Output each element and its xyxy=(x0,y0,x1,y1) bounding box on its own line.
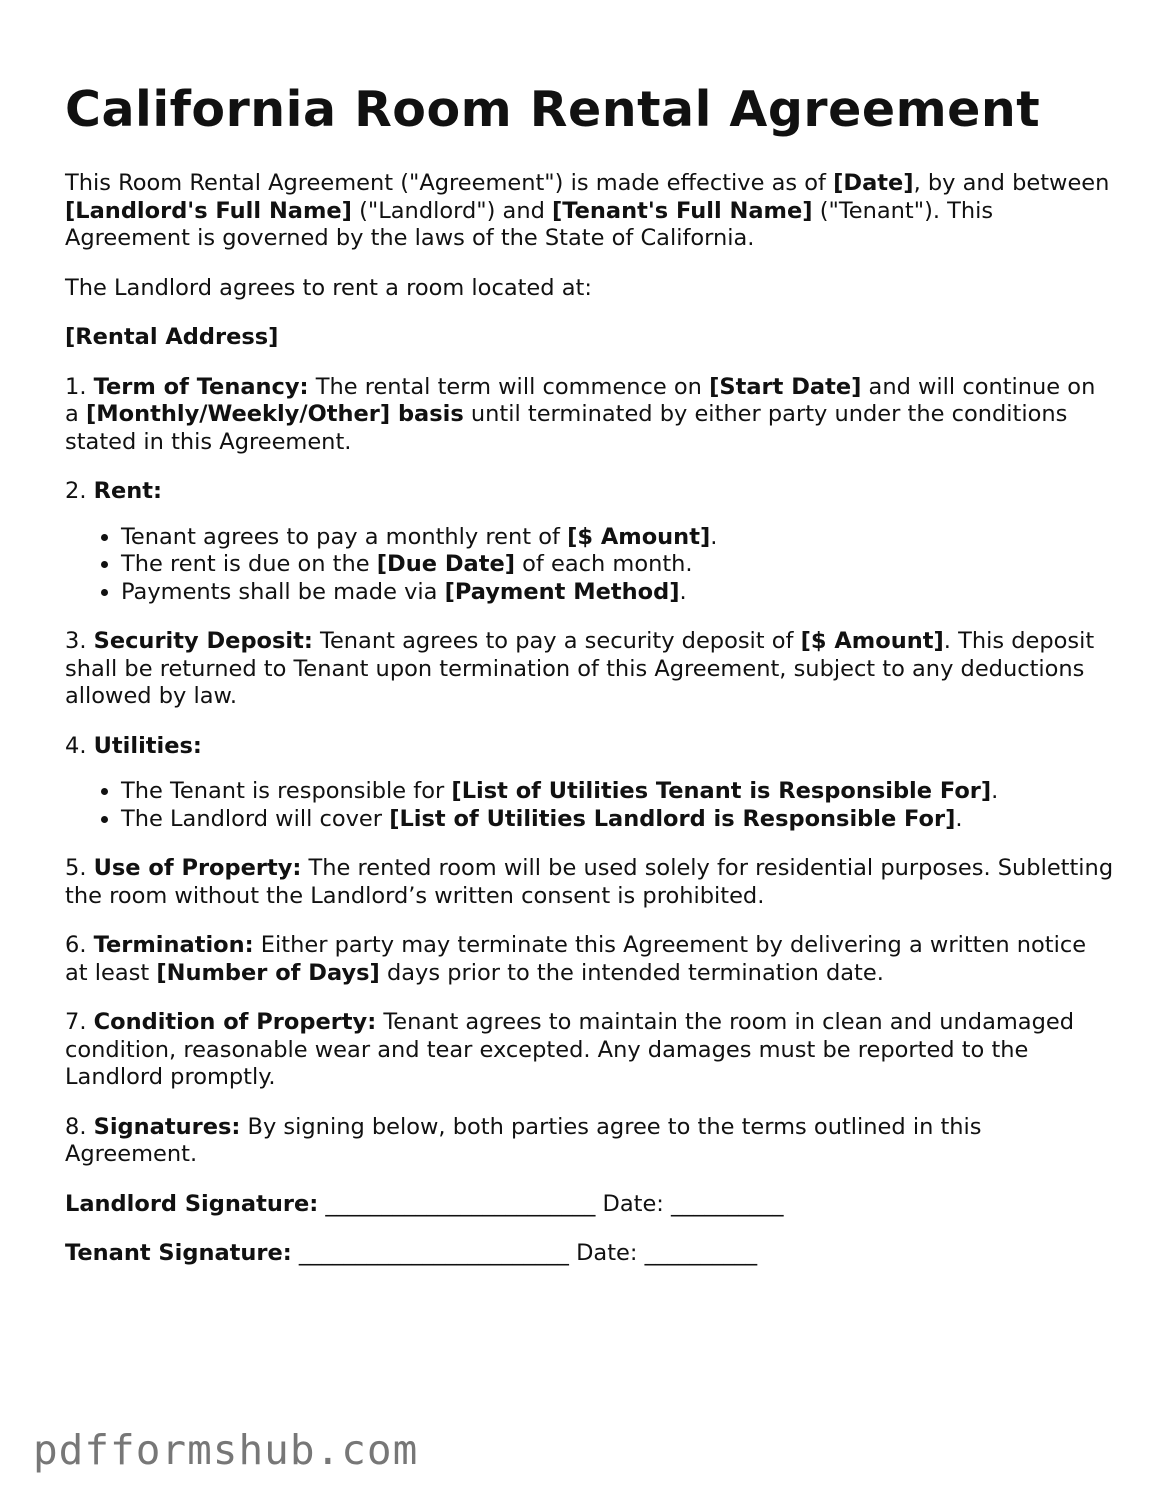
section-heading: Security Deposit: xyxy=(93,628,313,654)
landlord-signature-field[interactable]: ________________________ xyxy=(318,1190,603,1217)
intro-paragraph: This Room Rental Agreement ("Agreement") is made effective as of [Date], by and between [Landlord's Full Name] ("Landlord") and [Tenant's Full Name] ("Tenant"). This Agreement is governed by the laws of the State of California. xyxy=(65,170,1110,251)
section-termination: 6. Termination: Either party may terminate this Agreement by delivering a written notice at least [Number of Days] days prior to the intended termination date. xyxy=(65,932,1087,986)
landlord-signature-label: Landlord Signature: xyxy=(65,1190,319,1217)
rent-list xyxy=(65,524,1115,607)
tenant-date-label: Date: xyxy=(576,1240,645,1266)
tenant-date-field[interactable]: __________ xyxy=(644,1240,758,1266)
rental-address: [Rental Address] xyxy=(65,324,279,350)
tenant-signature-label: Tenant Signature: xyxy=(65,1240,292,1266)
section-security-deposit: 3. Security Deposit: Tenant agrees to pay a security deposit of [$ Amount]. This deposit shall be returned to Tenant upon termination of this Agreement, subject to any deductions allowed by law. xyxy=(65,628,1095,709)
landlord-signature-line xyxy=(65,1191,1115,1219)
date-placeholder: [Date] xyxy=(833,170,914,196)
section-heading: Term of Tenancy: xyxy=(93,373,309,400)
list-item: • The rent is due on the [Due Date] of each month. xyxy=(121,551,1115,579)
section-heading: Termination: xyxy=(93,932,254,958)
section-term-of-tenancy: 1. Term of Tenancy: The rental term will commence on [Start Date] and will continue on a [Monthly/Weekly/Other] basis until terminated by either party under the conditions stated in this Agreement. xyxy=(65,373,1096,455)
watermark: pdfformshub.com xyxy=(33,1426,419,1474)
located-text: The Landlord agrees to rent a room located at: xyxy=(65,274,592,301)
section-condition-of-property: 7. Condition of Property: Tenant agrees to maintain the room in clean and undamaged condition, reasonable wear and tear excepted. Any damages must be reported to the Landlord promptly. xyxy=(65,1009,1074,1090)
section-use-of-property: 5. Use of Property: The rented room will be used solely for residential purposes. Subletting the room without the Landlord’s written consent is prohibited. xyxy=(65,855,1114,909)
tenant-signature-field[interactable]: ________________________ xyxy=(291,1240,577,1266)
section-signatures: 8. Signatures: By signing below, both parties agree to the terms outlined in this Agreement. xyxy=(65,1113,982,1167)
section-heading: Signatures: xyxy=(93,1113,241,1140)
tenant-name-placeholder: [Tenant's Full Name] xyxy=(552,197,813,224)
page-title: California Room Rental Agreement xyxy=(65,81,1041,138)
landlord-name-placeholder: [Landlord's Full Name] xyxy=(65,197,352,224)
section-utilities: 4. Utilities: xyxy=(65,732,202,759)
landlord-date-field[interactable]: __________ xyxy=(671,1190,784,1217)
list-item: • Tenant agrees to pay a monthly rent of [$ Amount]. xyxy=(121,524,1115,552)
section-rent: 2. Rent: xyxy=(65,478,162,504)
list-item: • The Landlord will cover [List of Utilities Landlord is Responsible For]. xyxy=(121,806,1115,834)
section-heading: Utilities: xyxy=(93,732,202,759)
landlord-date-label: Date: xyxy=(602,1190,672,1217)
section-heading: Condition of Property: xyxy=(93,1009,377,1035)
section-heading: Use of Property: xyxy=(93,855,302,881)
list-item: • Payments shall be made via [Payment Method]. xyxy=(121,579,1115,607)
section-heading: Rent: xyxy=(93,478,162,504)
utilities-list xyxy=(65,778,1115,833)
tenant-signature-line xyxy=(65,1240,1115,1268)
list-item: • The Tenant is responsible for [List of Utilities Tenant is Responsible For]. xyxy=(121,778,1115,806)
document-page xyxy=(65,80,1115,1290)
